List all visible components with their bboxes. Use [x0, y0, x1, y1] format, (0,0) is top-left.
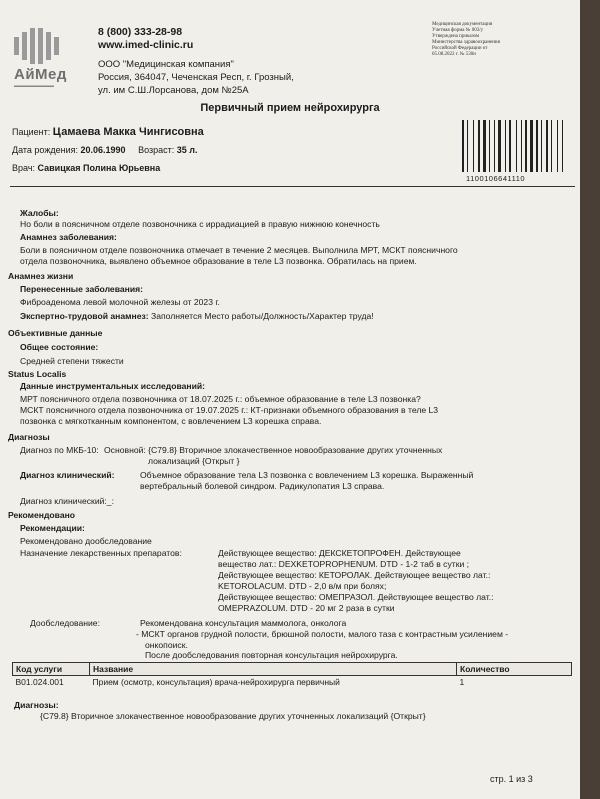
barcode-bar: [475, 120, 477, 172]
clinic-name: АйМед: [14, 66, 67, 83]
clinical-empty: Диагноз клинический:_:: [20, 496, 114, 506]
doctor-row: [12, 163, 160, 173]
recommendations-text: Рекомендовано дообследование: [20, 536, 152, 546]
clinic-website: www.imed-clinic.ru: [98, 39, 194, 51]
barcode-bar: [483, 120, 486, 172]
clinic-contacts: [98, 26, 193, 52]
clinical-text: вертебральный болевой синдром. Радикулопатия L3 справа.: [140, 481, 385, 491]
instrumental-text: позвонка с мягкотканным компонентом, с вовлечением L3 корешка справа.: [20, 416, 322, 426]
anamnesis-life-heading: Анамнез жизни: [8, 271, 74, 281]
exam-text: После дообследования повторная консультация нейрохирурга.: [145, 650, 398, 660]
mkb-text: Основной: {C79.8} Вторичное злокачественное новообразование других уточненных: [104, 445, 443, 455]
table-row: [13, 676, 572, 689]
barcode-bar: [546, 120, 548, 172]
barcode-bar: [534, 120, 535, 172]
barcode-bar: [551, 120, 552, 172]
services-table: [12, 662, 572, 688]
drugs-text: OMEPRAZOLUM. DTD - 20 мг 2 раза в сутки: [218, 603, 395, 613]
recommended-heading: Рекомендовано: [8, 510, 76, 520]
logo-tagline: ▬▬▬▬▬▬▬▬: [14, 83, 54, 89]
header-name: Название: [90, 663, 457, 676]
form-metadata: [432, 22, 542, 58]
patient-label: Пациент:: [12, 127, 51, 137]
meta-line: Учетная форма № 003/у: [432, 28, 484, 33]
mkb-label: Диагноз по МКБ-10:: [20, 445, 99, 455]
dob-value: 20.06.1990: [80, 145, 126, 155]
drugs-text: Действующее вещество: ДЕКСКЕТОПРОФЕН. Действующее: [218, 548, 461, 558]
barcode-bar: [553, 120, 556, 172]
barcode-bar: [536, 120, 538, 172]
barcode-bar: [525, 120, 527, 172]
meta-line: 05.08.2022 г. № 530н: [432, 52, 476, 57]
barcode-bar: [523, 120, 524, 172]
drugs-text: Действующее вещество: КЕТОРОЛАК. Действующее вещество лат.:: [218, 570, 491, 580]
barcode-bar: [462, 120, 464, 172]
barcode-bar: [491, 120, 493, 172]
meta-line: Министерства здравоохранения: [432, 40, 500, 45]
barcode-bar: [562, 120, 563, 172]
age-value: 35 л.: [176, 145, 198, 155]
barcode-bar: [557, 120, 558, 172]
org-address-2: ул. им С.Ш.Лорсанова, дом №25А: [98, 85, 249, 96]
barcode-bar: [481, 120, 482, 172]
meta-line: Медицинская документация: [432, 22, 493, 27]
status-localis-heading: Status Localis: [8, 369, 67, 379]
final-diagnosis-text: {C79.8} Вторичное злокачественное новообразование других уточненных локализаций {Открыт}: [40, 711, 426, 721]
barcode-bar: [489, 120, 490, 172]
barcode-bar: [549, 120, 550, 172]
barcode-bar: [541, 120, 542, 172]
age-label: Возраст:: [138, 145, 175, 155]
drugs-label: Назначение лекарственных препаратов:: [20, 548, 182, 558]
barcode-bar: [516, 120, 517, 172]
clinical-label: Диагноз клинический:: [20, 470, 115, 480]
doctor-name: Савицкая Полина Юрьевна: [37, 163, 161, 173]
barcode-bar: [496, 120, 497, 172]
barcode-bar: [498, 120, 501, 172]
org-name: ООО "Медицинская компания": [98, 59, 234, 70]
exam-text: Рекомендована консультация маммолога, онколога: [140, 618, 347, 628]
barcode-bar: [521, 120, 522, 172]
recommendations-heading: Рекомендации:: [20, 523, 85, 533]
final-diagnoses-heading: Диагнозы:: [14, 700, 59, 710]
exam-label: Дообследование:: [30, 618, 100, 628]
exam-text: - МСКТ органов грудной полости, брюшной полости, малого таза с контрастным усилением -: [136, 629, 509, 639]
expert-text: Заполняется Место работы/Должность/Характер труда!: [151, 311, 374, 321]
barcode-bar: [528, 120, 529, 172]
patient-row: [12, 126, 204, 138]
expert-heading: Экспертно-трудовой анамнез:: [20, 311, 149, 321]
general-state-text: Средней степени тяжести: [20, 356, 124, 366]
clinical-text: Объемное образование тела L3 позвонка с вовлечением L3 корешка. Выраженный: [140, 470, 474, 480]
barcode-bar: [509, 120, 511, 172]
barcode-bar: [487, 120, 488, 172]
doctor-label: Врач:: [12, 163, 36, 173]
instrumental-heading: Данные инструментальных исследований:: [20, 381, 206, 391]
document-title: Первичный прием нейрохирурга: [200, 102, 380, 114]
exam-text: онкопоиск.: [145, 640, 188, 650]
drugs-text: Действующее вещество: ОМЕПРАЗОЛ. Действующее вещество лат.:: [218, 592, 494, 602]
drugs-text: KETOROLACUM. DTD - 2,0 в/м при болях;: [218, 581, 387, 591]
org-address-1: Россия, 364047, Чеченская Респ, г. Грозный,: [98, 72, 294, 83]
barcode-bar: [469, 120, 472, 172]
table-header-row: [13, 663, 572, 676]
barcode-bar: [467, 120, 468, 172]
clinic-logo: [14, 28, 76, 89]
instrumental-text: МСКТ поясничного отдела позвоночника от 19.07.2025 г.: КТ-признаки объемного образования в теле L3: [20, 405, 439, 415]
past-diseases-heading: Перенесенные заболевания:: [20, 284, 143, 294]
anamnesis-disease-heading: Анамнез заболевания:: [20, 232, 117, 242]
barcode-bar: [507, 120, 508, 172]
past-diseases-text: Фиброаденома левой молочной железы от 2023 г.: [20, 297, 220, 307]
expert-row: [20, 311, 374, 322]
barcode-bar: [518, 120, 520, 172]
complaints-heading: Жалобы:: [20, 208, 59, 218]
barcode-bar: [530, 120, 533, 172]
anamnesis-disease-text: Боли в поясничном отделе позвоночника отмечает в течение 2 месяцев. Выполнила МРТ, МСКТ поясничного: [20, 245, 458, 255]
patient-name: Цамаева Макка Чингисовна: [52, 126, 204, 138]
logo-mark-icon: [14, 28, 76, 64]
complaints-text: Но боли в поясничном отделе позвоночника с иррадиацией в правую нижнюю конечность: [20, 219, 380, 229]
barcode-bar: [494, 120, 495, 172]
clinic-address: [98, 58, 294, 97]
barcode-bar: [543, 120, 545, 172]
general-state-heading: Общее состояние:: [20, 342, 99, 352]
instrumental-text: МРТ поясничного отдела позвоночника от 18.07.2025 г.: объемное образование в теле L3 позвонка?: [20, 394, 421, 404]
drugs-text: вещество лат.: DEXKETOPROPHENUM. DTD - 1-2 таб в сутки ;: [218, 559, 470, 569]
service-code: B01.024.001: [15, 677, 64, 687]
barcode-icon: [462, 120, 566, 172]
barcode-bar: [559, 120, 561, 172]
barcode-number: 1100106641110: [466, 174, 526, 183]
barcode-bar: [473, 120, 474, 172]
service-name: Прием (осмотр, консультация) врача-нейрохирурга первичный: [92, 677, 340, 687]
page-number: стр. 1 из 3: [490, 774, 533, 784]
service-quantity: 1: [459, 677, 465, 687]
header-code: Код услуги: [13, 663, 90, 676]
barcode-bar: [564, 120, 565, 172]
barcode-bar: [478, 120, 480, 172]
dob-label: Дата рождения:: [12, 145, 78, 155]
anamnesis-disease-text: отдела позвоночника, выявлено объемное образование в теле L3 позвонка. Обратилась на прием.: [20, 256, 417, 266]
barcode-bar: [465, 120, 466, 172]
objective-heading: Объективные данные: [8, 328, 103, 338]
meta-line: Утверждена приказом: [432, 34, 480, 39]
clinic-phone: 8 (800) 333-28-98: [98, 26, 183, 38]
barcode-bar: [539, 120, 540, 172]
barcode-bar: [505, 120, 506, 172]
header-quantity: Количество: [457, 663, 572, 676]
header-divider: [10, 186, 575, 187]
mkb-text: локализаций {Открыт }: [148, 456, 240, 466]
meta-line: Российской Федерации от: [432, 46, 488, 51]
barcode-bar: [502, 120, 504, 172]
barcode-bar: [512, 120, 515, 172]
diagnoses-heading: Диагнозы: [8, 432, 50, 442]
dob-row: [12, 145, 198, 155]
